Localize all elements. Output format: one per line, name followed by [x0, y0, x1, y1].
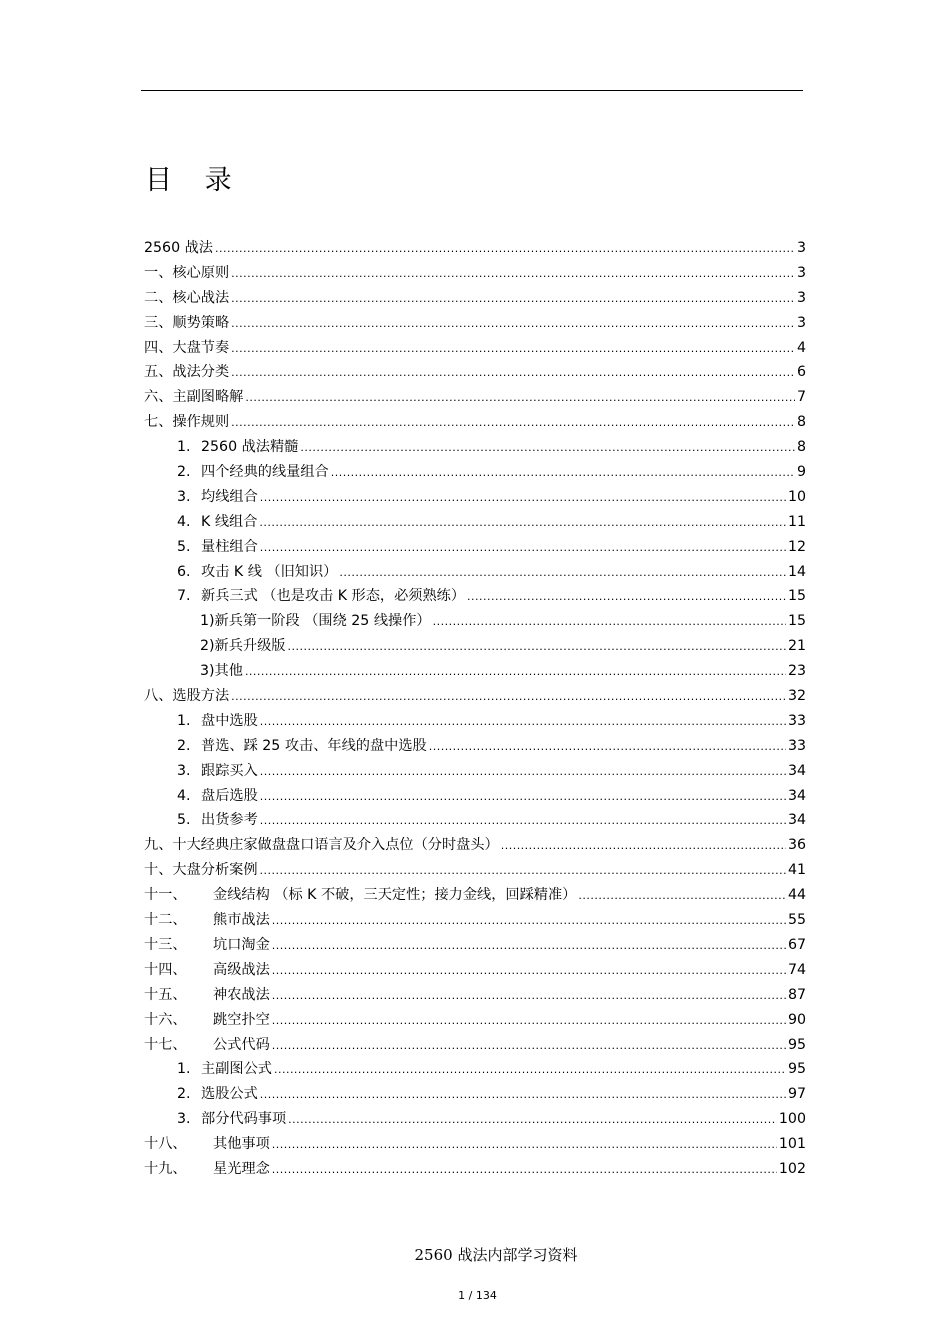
toc-entry-title: 量柱组合 — [201, 538, 258, 555]
toc-entry-title: 一、核心原则 — [144, 264, 230, 281]
toc-dot-leader — [433, 609, 786, 635]
toc-entry-title: 八、选股方法 — [144, 688, 230, 705]
toc-entry-page: 3 — [796, 289, 806, 306]
toc-entry-page: 55 — [787, 912, 806, 929]
toc-entry-title: 跟踪买入 — [201, 762, 258, 779]
toc-entry[interactable] — [144, 1033, 806, 1058]
toc-dot-leader — [300, 435, 795, 461]
toc-entry[interactable] — [144, 360, 806, 385]
toc-entry[interactable] — [144, 958, 806, 983]
toc-entry[interactable] — [144, 983, 806, 1008]
table-of-contents — [144, 236, 806, 1182]
toc-dot-leader — [260, 1082, 786, 1108]
toc-entry-title: 盘中选股 — [201, 712, 258, 729]
toc-entry-page: 8 — [796, 439, 806, 456]
toc-entry-number: 十七、 — [144, 1036, 187, 1053]
toc-entry-title: 神农战法 — [213, 986, 270, 1003]
toc-entry[interactable] — [144, 1157, 806, 1182]
toc-entry[interactable] — [144, 410, 806, 435]
toc-entry-title: 坑口淘金 — [213, 936, 270, 953]
toc-dot-leader — [259, 510, 786, 536]
toc-entry-number: 十二、 — [144, 912, 187, 929]
toc-dot-leader — [245, 659, 786, 685]
toc-entry[interactable] — [144, 759, 806, 784]
toc-entry-title: K 线组合 — [201, 513, 258, 530]
toc-entry-page: 36 — [787, 837, 806, 854]
toc-entry-page: 87 — [787, 986, 806, 1003]
toc-entry-page: 34 — [787, 787, 806, 804]
toc-entry-number: 4. — [177, 513, 191, 530]
toc-entry-page: 11 — [787, 513, 806, 530]
toc-dot-leader — [231, 336, 795, 362]
toc-entry[interactable] — [144, 833, 806, 858]
toc-entry[interactable] — [144, 1082, 806, 1107]
toc-entry-number: 十三、 — [144, 936, 187, 953]
toc-dot-leader — [272, 908, 786, 934]
toc-entry-page: 8 — [796, 414, 806, 431]
toc-entry-title: 熊市战法 — [213, 912, 270, 929]
toc-entry-title: 三、顺势策略 — [144, 314, 230, 331]
toc-entry[interactable] — [144, 808, 806, 833]
toc-entry-page: 12 — [787, 538, 806, 555]
page-number: 1 / 134 — [458, 1289, 497, 1302]
toc-entry[interactable] — [144, 684, 806, 709]
toc-entry[interactable] — [144, 933, 806, 958]
toc-entry-page: 3 — [796, 314, 806, 331]
toc-entry-number: 3. — [177, 488, 191, 505]
toc-dot-leader — [231, 410, 795, 436]
toc-heading: 目 录 — [145, 165, 244, 196]
toc-entry[interactable] — [144, 609, 806, 634]
toc-entry-number: 5. — [177, 538, 191, 555]
toc-entry[interactable] — [144, 584, 806, 609]
toc-entry-number: 5. — [177, 812, 191, 829]
toc-entry[interactable] — [144, 908, 806, 933]
toc-entry-title: 四、大盘节奏 — [144, 339, 230, 356]
toc-entry-page: 3 — [796, 264, 806, 281]
toc-entry[interactable] — [144, 1008, 806, 1033]
toc-entry-title: 二、核心战法 — [144, 289, 230, 306]
toc-entry-page: 90 — [787, 1011, 806, 1028]
toc-entry[interactable] — [144, 336, 806, 361]
toc-entry-number: 7. — [177, 588, 191, 605]
toc-entry-number: 3. — [177, 1111, 191, 1128]
toc-entry-title: 2)新兵升级版 — [200, 638, 286, 655]
toc-dot-leader — [231, 311, 795, 337]
toc-entry-title: 九、十大经典庄家做盘盘口语言及介入点位（分时盘头） — [144, 837, 499, 854]
toc-dot-leader — [231, 684, 786, 710]
toc-dot-leader — [260, 709, 786, 735]
toc-dot-leader — [272, 1157, 777, 1183]
toc-entry-number: 十九、 — [144, 1160, 187, 1177]
toc-dot-leader — [578, 883, 786, 909]
toc-entry-page: 44 — [787, 887, 806, 904]
toc-entry-title: 出货参考 — [201, 812, 258, 829]
toc-entry-page: 23 — [787, 663, 806, 680]
toc-entry[interactable] — [144, 709, 806, 734]
toc-entry[interactable] — [144, 883, 806, 908]
toc-entry-page: 34 — [787, 762, 806, 779]
toc-entry-page: 102 — [778, 1160, 806, 1177]
header-rule — [141, 90, 803, 91]
toc-entry-page: 9 — [796, 464, 806, 481]
toc-entry-page: 3 — [796, 240, 806, 256]
toc-entry-page: 21 — [787, 638, 806, 655]
toc-entry[interactable] — [144, 460, 806, 485]
toc-dot-leader — [260, 808, 786, 834]
toc-entry-page: 95 — [787, 1036, 806, 1053]
toc-entry[interactable] — [144, 535, 806, 560]
toc-entry-title: 公式代码 — [213, 1036, 270, 1053]
toc-dot-leader — [274, 1057, 786, 1083]
toc-entry[interactable] — [144, 485, 806, 510]
toc-entry-number: 1. — [177, 439, 191, 456]
toc-entry-title: 盘后选股 — [201, 787, 258, 804]
toc-entry[interactable] — [144, 1107, 806, 1132]
toc-dot-leader — [288, 634, 786, 660]
toc-dot-leader — [231, 286, 795, 312]
toc-entry-page: 10 — [787, 488, 806, 505]
toc-entry-title: 五、战法分类 — [144, 364, 230, 381]
toc-dot-leader — [501, 833, 786, 859]
toc-entry-title: 高级战法 — [213, 961, 270, 978]
toc-entry-number: 1. — [177, 1061, 191, 1078]
toc-entry-title: 攻击 K 线 （旧知识） — [201, 563, 338, 580]
toc-entry-page: 95 — [787, 1061, 806, 1078]
toc-entry-title: 金线结构 （标 K 不破，三天定性；接力金线，回踩精准） — [213, 887, 577, 904]
toc-entry-title: 其他事项 — [213, 1136, 270, 1153]
toc-dot-leader — [231, 261, 795, 287]
toc-entry-page: 74 — [787, 961, 806, 978]
toc-dot-leader — [260, 485, 786, 511]
toc-dot-leader — [245, 385, 795, 411]
toc-entry-number: 4. — [177, 787, 191, 804]
toc-entry-page: 32 — [787, 688, 806, 705]
toc-entry-page: 4 — [796, 339, 806, 356]
toc-dot-leader — [272, 983, 786, 1009]
toc-entry[interactable] — [144, 858, 806, 883]
toc-dot-leader — [429, 734, 786, 760]
toc-entry-page: 41 — [787, 862, 806, 879]
toc-dot-leader — [260, 784, 786, 810]
toc-entry-title: 2560 战法精髓 — [201, 439, 299, 456]
toc-dot-leader — [272, 1033, 786, 1059]
toc-entry[interactable] — [144, 1057, 806, 1082]
toc-entry-number: 十六、 — [144, 1011, 187, 1028]
toc-dot-leader — [467, 584, 786, 610]
toc-entry-page: 6 — [796, 364, 806, 381]
toc-entry-page: 33 — [787, 712, 806, 729]
toc-entry-title: 3)其他 — [200, 663, 243, 680]
toc-entry-title: 六、主副图略解 — [144, 389, 244, 406]
toc-entry-page: 97 — [787, 1086, 806, 1103]
toc-entry-page: 14 — [787, 563, 806, 580]
toc-entry-title: 跳空扑空 — [213, 1011, 270, 1028]
toc-entry-title: 主副图公式 — [201, 1061, 272, 1078]
toc-dot-leader — [231, 360, 795, 386]
toc-dot-leader — [331, 460, 795, 486]
toc-entry[interactable] — [144, 634, 806, 659]
toc-entry[interactable] — [144, 286, 806, 311]
toc-entry-title: 均线组合 — [201, 488, 258, 505]
toc-entry-page: 7 — [796, 389, 806, 406]
toc-entry-title: 2560 战法 — [144, 240, 213, 256]
toc-entry[interactable] — [144, 1132, 806, 1157]
toc-entry[interactable] — [144, 435, 806, 460]
toc-entry-title: 十、大盘分析案例 — [144, 862, 258, 879]
footer-title: 2560 战法内部学习资料 — [414, 1246, 578, 1264]
toc-entry-number: 2. — [177, 1086, 191, 1103]
toc-dot-leader — [339, 560, 786, 586]
toc-dot-leader — [215, 236, 795, 262]
toc-dot-leader — [288, 1107, 777, 1133]
toc-entry-number: 十五、 — [144, 986, 187, 1003]
toc-entry-page: 67 — [787, 936, 806, 953]
toc-dot-leader — [272, 1008, 786, 1034]
toc-entry-title: 部分代码事项 — [201, 1111, 287, 1128]
toc-entry[interactable] — [144, 510, 806, 535]
toc-entry-page: 101 — [778, 1136, 806, 1153]
toc-entry[interactable] — [144, 659, 806, 684]
toc-entry[interactable] — [144, 236, 806, 261]
toc-entry[interactable] — [144, 385, 806, 410]
toc-entry-number: 十一、 — [144, 887, 187, 904]
toc-entry[interactable] — [144, 261, 806, 286]
toc-entry-title: 新兵三式 （也是攻击 K 形态，必须熟练） — [201, 588, 466, 605]
toc-dot-leader — [272, 1132, 777, 1158]
toc-entry-page: 15 — [787, 613, 806, 630]
toc-entry-title: 普选、踩 25 攻击、年线的盘中选股 — [201, 737, 427, 754]
toc-entry-title: 1)新兵第一阶段 （围绕 25 线操作） — [200, 613, 431, 630]
toc-entry-page: 100 — [778, 1111, 806, 1128]
toc-entry-number: 1. — [177, 712, 191, 729]
toc-entry-title: 四个经典的线量组合 — [201, 464, 329, 481]
toc-entry-number: 6. — [177, 563, 191, 580]
toc-entry-title: 七、操作规则 — [144, 414, 230, 431]
toc-entry-number: 十八、 — [144, 1136, 187, 1153]
toc-entry-page: 34 — [787, 812, 806, 829]
toc-dot-leader — [272, 933, 786, 959]
toc-entry-number: 2. — [177, 464, 191, 481]
toc-entry[interactable] — [144, 784, 806, 809]
toc-entry-page: 33 — [787, 737, 806, 754]
toc-dot-leader — [260, 535, 786, 561]
toc-entry[interactable] — [144, 560, 806, 585]
toc-dot-leader — [272, 958, 786, 984]
toc-entry[interactable] — [144, 734, 806, 759]
toc-dot-leader — [260, 858, 786, 884]
toc-entry-title: 星光理念 — [213, 1160, 270, 1177]
toc-entry[interactable] — [144, 311, 806, 336]
toc-entry-page: 15 — [787, 588, 806, 605]
toc-entry-number: 2. — [177, 737, 191, 754]
toc-entry-number: 3. — [177, 762, 191, 779]
toc-entry-title: 选股公式 — [201, 1086, 258, 1103]
toc-entry-number: 十四、 — [144, 961, 187, 978]
toc-dot-leader — [260, 759, 786, 785]
